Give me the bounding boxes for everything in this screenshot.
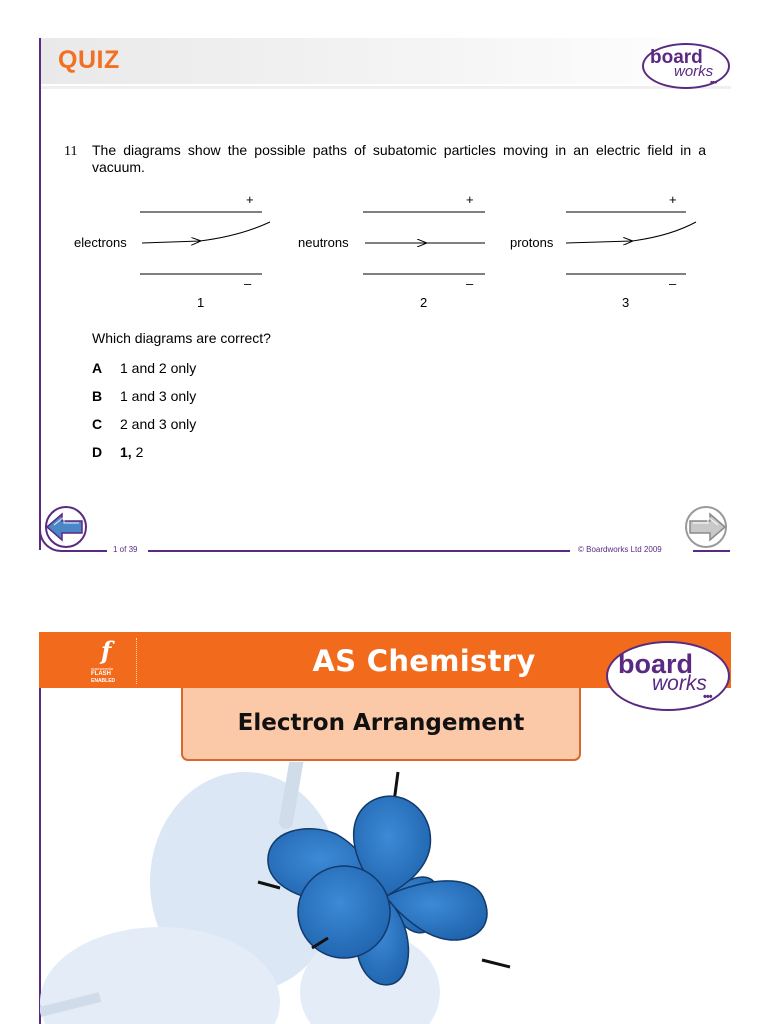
logo-board-text: board: [618, 649, 694, 679]
diagram-1: [74, 192, 270, 310]
next-slide-button[interactable]: [682, 505, 730, 549]
arrow-right-icon: [682, 505, 730, 549]
diagram-caption: 3: [622, 295, 630, 310]
logo-dots: •••: [703, 691, 712, 703]
flash-badge-line2: FLASH: [91, 671, 111, 677]
logo-dots: •••: [710, 77, 717, 87]
footer-rule: [148, 550, 570, 552]
option-text: 2: [131, 444, 144, 460]
plus-sign: +: [246, 192, 254, 207]
slide-subtitle: Electron Arrangement: [237, 710, 525, 736]
arrow-left-icon: [42, 505, 90, 549]
minus-sign: –: [669, 276, 677, 291]
particle-label: electrons: [74, 235, 127, 250]
path-arrow: [566, 241, 632, 243]
footer-rule: [693, 550, 730, 552]
copyright-text: © Boardworks Ltd 2009: [578, 545, 662, 554]
title-slide: [0, 632, 768, 1024]
option-text: 1 and 3 only: [120, 388, 197, 404]
footer-rule: [79, 550, 107, 552]
logo-board-text: board: [650, 47, 703, 68]
plus-sign: +: [669, 192, 677, 207]
previous-slide-button[interactable]: [42, 505, 90, 549]
flash-badge-line3: ENABLED: [91, 678, 116, 684]
flash-logo-icon: f: [101, 636, 112, 665]
answer-option-b[interactable]: [92, 388, 196, 404]
question-number: 11: [64, 144, 78, 159]
option-text-bold: 1,: [120, 444, 132, 460]
path-arrow: [142, 241, 200, 243]
slide-header-bar: [41, 38, 731, 84]
particle-label: protons: [510, 235, 554, 250]
slide-title: AS Chemistry: [312, 644, 536, 678]
option-letter: B: [92, 388, 103, 404]
option-letter: A: [92, 360, 103, 376]
page-indicator: 1 of 39: [113, 545, 138, 554]
boardworks-logo: [606, 641, 730, 711]
diagram-3: [510, 192, 696, 310]
orbital-illustration: [40, 762, 731, 1024]
logo-works-text: works: [652, 672, 707, 695]
flash-enabled-badge: [89, 638, 137, 684]
diagram-caption: 2: [420, 295, 428, 310]
diagram-caption: 1: [197, 295, 205, 310]
slide-title: QUIZ: [58, 46, 120, 74]
option-text: 1 and 2 only: [120, 360, 197, 376]
minus-sign: –: [244, 276, 252, 291]
diagram-2: [298, 192, 485, 310]
particle-path-diagrams: [60, 190, 740, 315]
plus-sign: +: [466, 192, 474, 207]
option-letter: D: [92, 444, 103, 460]
option-text: 2 and 3 only: [120, 416, 197, 432]
answer-option-a[interactable]: [92, 360, 196, 376]
question-text: The diagrams show the possible paths of subatomic particles moving in an electric field in a vacuum.: [92, 142, 706, 175]
answer-option-d[interactable]: [92, 444, 143, 460]
deflected-path: [632, 222, 696, 241]
minus-sign: –: [466, 276, 474, 291]
left-border-rule: [39, 38, 41, 550]
answer-option-c[interactable]: [92, 416, 196, 432]
deflected-path: [200, 222, 270, 241]
option-letter: C: [92, 416, 103, 432]
header-divider: [41, 86, 731, 89]
question-prompt: Which diagrams are correct?: [92, 330, 271, 346]
subtitle-panel: [181, 688, 581, 761]
boardworks-logo: [642, 43, 730, 89]
flash-badge-line1: macromedia: [91, 666, 114, 671]
logo-works-text: works: [674, 63, 714, 80]
particle-label: neutrons: [298, 235, 349, 250]
